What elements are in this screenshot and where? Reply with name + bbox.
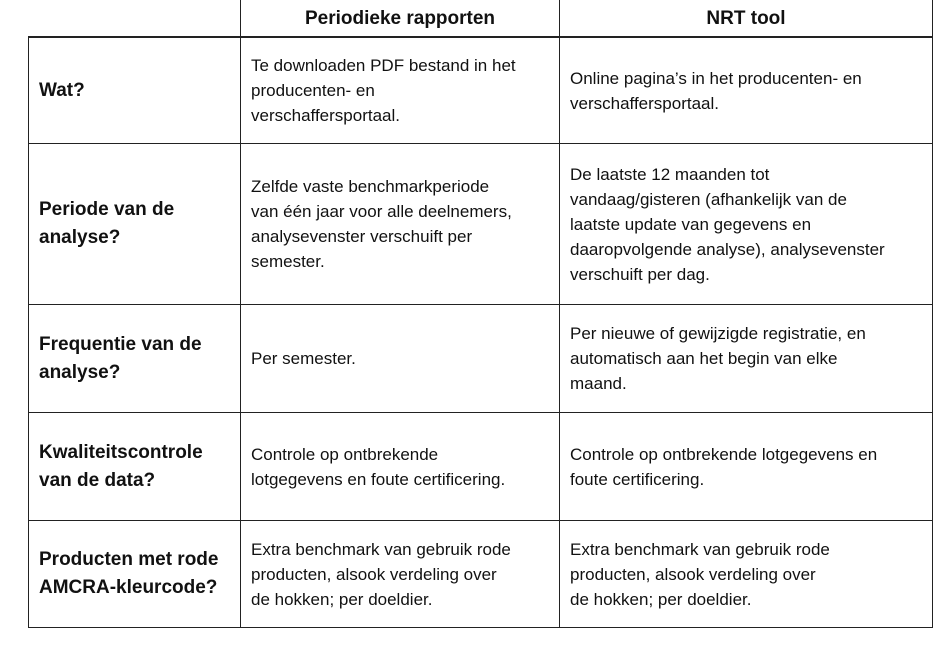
cell-nrt-periode: De laatste 12 maanden tot vandaag/gisteren (afhankelijk van de laatste update van gegevens en daaropvolgende analyse), analysevenster verschuift per dag. [560, 144, 933, 305]
cell-nrt-frequentie: Per nieuwe of gewijzigde registratie, en automatisch aan het begin van elke maand. [560, 305, 933, 413]
row-label-wat: Wat? [28, 37, 241, 144]
cell-periodiek-producten-rode: Extra benchmark van gebruik rode producten, alsook verdeling over de hokken; per doeldier. [241, 521, 560, 628]
cell-nrt-kwaliteitscontrole: Controle op ontbrekende lotgegevens en foute certificering. [560, 413, 933, 521]
row-label-producten-rode: Producten met rode AMCRA-kleurcode? [28, 521, 241, 628]
cell-periodiek-wat: Te downloaden PDF bestand in het producenten- en verschaffersportaal. [241, 37, 560, 144]
comparison-table [28, 0, 933, 628]
row-label-frequentie: Frequentie van de analyse? [28, 305, 241, 413]
row-label-kwaliteitscontrole: Kwaliteitscontrole van de data? [28, 413, 241, 521]
cell-nrt-wat: Online pagina’s in het producenten- en verschaffersportaal. [560, 37, 933, 144]
cell-periodiek-frequentie: Per semester. [241, 305, 560, 413]
header-nrt-tool: NRT tool [560, 0, 933, 37]
header-empty-cell [28, 0, 241, 37]
cell-nrt-producten-rode: Extra benchmark van gebruik rode producten, alsook verdeling over de hokken; per doeldier. [560, 521, 933, 628]
header-periodieke-rapporten: Periodieke rapporten [241, 0, 560, 37]
cell-periodiek-kwaliteitscontrole: Controle op ontbrekende lotgegevens en foute certificering. [241, 413, 560, 521]
cell-periodiek-periode: Zelfde vaste benchmarkperiode van één jaar voor alle deelnemers, analysevenster verschuift per semester. [241, 144, 560, 305]
row-label-periode: Periode van de analyse? [28, 144, 241, 305]
